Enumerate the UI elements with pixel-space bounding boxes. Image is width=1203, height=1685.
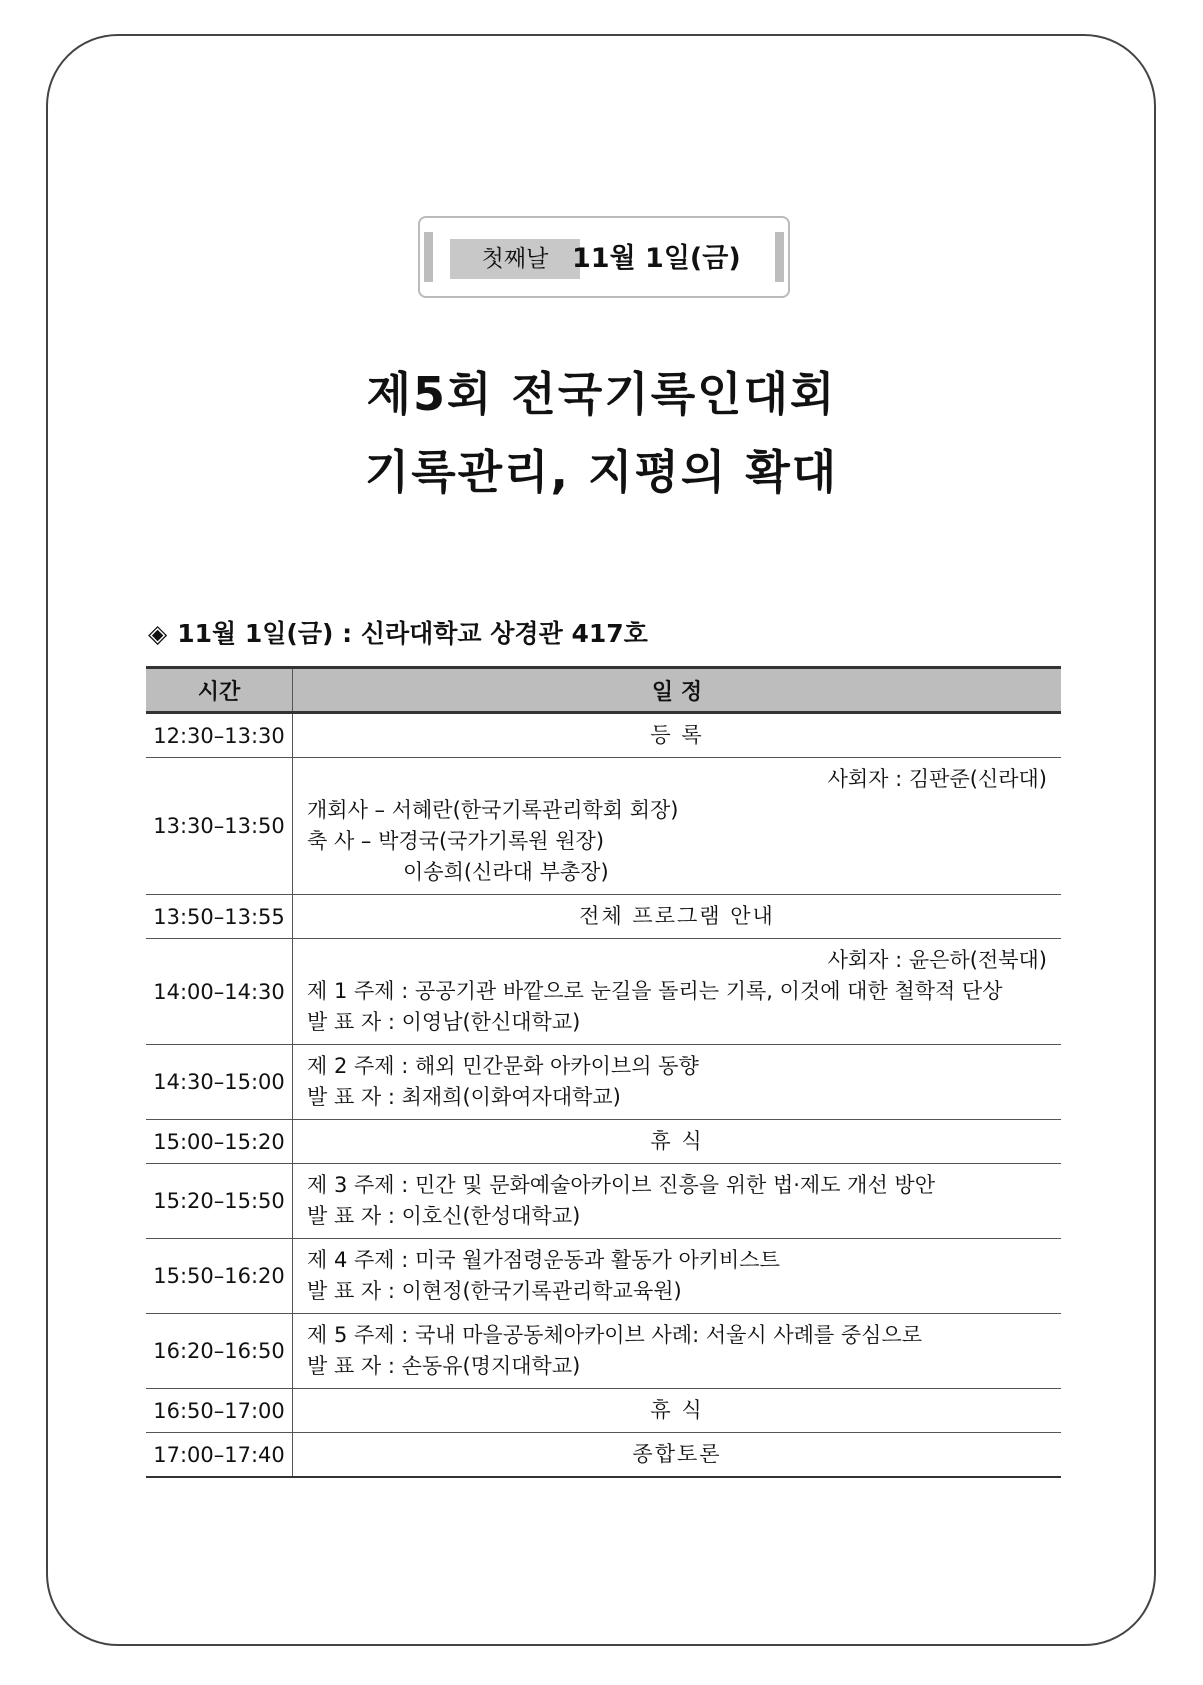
table-row — [146, 1164, 1061, 1239]
row-time: 14:30–15:00 — [146, 1045, 293, 1120]
event-subtitle: 기록관리, 지평의 확대 — [364, 445, 839, 499]
table-row — [146, 1045, 1061, 1120]
program-line: 발 표 자 : 손동유(명지대학교) — [307, 1354, 581, 1378]
table-header-row — [146, 668, 1061, 713]
event-title: 제5회 전국기록인대회 — [366, 367, 837, 421]
table-row — [146, 1120, 1061, 1164]
table-row — [146, 895, 1061, 939]
row-program — [293, 1239, 1062, 1314]
table-row — [146, 1433, 1061, 1478]
row-time: 15:00–15:20 — [146, 1120, 293, 1164]
row-program: 휴 식 — [293, 1120, 1062, 1164]
row-time: 15:20–15:50 — [146, 1164, 293, 1239]
venue-line — [148, 614, 648, 650]
row-program — [293, 939, 1062, 1045]
table-row — [146, 1314, 1061, 1389]
diamond-bullet-icon: ◈ — [148, 619, 168, 648]
row-program: 등 록 — [293, 713, 1062, 758]
program-line: 제 2 주제 : 해외 민간문화 아카이브의 동향 — [307, 1054, 699, 1078]
row-program — [293, 758, 1062, 895]
table-row — [146, 758, 1061, 895]
program-line: 제 3 주제 : 민간 및 문화예술아카이브 진흥을 위한 법·제도 개선 방안 — [307, 1173, 935, 1197]
row-program: 종합토론 — [293, 1433, 1062, 1478]
row-time: 13:30–13:50 — [146, 758, 293, 895]
program-line: 발 표 자 : 이호신(한성대학교) — [307, 1204, 581, 1228]
row-time: 13:50–13:55 — [146, 895, 293, 939]
row-program: 휴 식 — [293, 1389, 1062, 1433]
badge-day-label: 첫째날 — [450, 239, 580, 279]
program-line: 발 표 자 : 이영남(한신대학교) — [307, 1010, 581, 1034]
program-line: 제 4 주제 : 미국 월가점령운동과 활동가 아키비스트 — [307, 1248, 780, 1272]
row-program — [293, 1045, 1062, 1120]
table-row — [146, 939, 1061, 1045]
program-line: 발 표 자 : 최재희(이화여자대학교) — [307, 1085, 621, 1109]
row-time: 16:50–17:00 — [146, 1389, 293, 1433]
moderator: 사회자 : 윤은하(전북대) — [827, 948, 1047, 972]
program-line: 개회사 – 서혜란(한국기록관리학회 회장) — [307, 798, 679, 822]
row-program: 전체 프로그램 안내 — [293, 895, 1062, 939]
row-time: 14:00–14:30 — [146, 939, 293, 1045]
header-program: 일 정 — [293, 668, 1062, 713]
table-row — [146, 1389, 1061, 1433]
badge-left-bar — [424, 232, 433, 282]
program-line: 발 표 자 : 이현정(한국기록관리학교육원) — [307, 1279, 682, 1303]
badge-date: 11월 1일(금) — [572, 243, 741, 274]
table-row — [146, 1239, 1061, 1314]
schedule-table — [146, 666, 1061, 1478]
program-line: 제 5 주제 : 국내 마을공동체아카이브 사례: 서울시 사례를 중심으로 — [307, 1323, 923, 1347]
program-line: 축 사 – 박경국(국가기록원 원장) — [307, 829, 605, 853]
day-badge — [418, 216, 790, 298]
row-time: 17:00–17:40 — [146, 1433, 293, 1478]
row-program — [293, 1314, 1062, 1389]
row-time: 16:20–16:50 — [146, 1314, 293, 1389]
header-time: 시간 — [146, 668, 293, 713]
venue-text: 11월 1일(금) : 신라대학교 상경관 417호 — [177, 619, 648, 648]
program-line: 제 1 주제 : 공공기관 바깥으로 눈길을 돌리는 기록, 이것에 대한 철학적 단상 — [307, 979, 1003, 1003]
row-time: 15:50–16:20 — [146, 1239, 293, 1314]
badge-right-bar — [775, 232, 784, 282]
table-row — [146, 713, 1061, 758]
program-line: 이송희(신라대 부총장) — [403, 860, 609, 884]
moderator: 사회자 : 김판준(신라대) — [827, 767, 1047, 791]
row-time: 12:30–13:30 — [146, 713, 293, 758]
row-program — [293, 1164, 1062, 1239]
